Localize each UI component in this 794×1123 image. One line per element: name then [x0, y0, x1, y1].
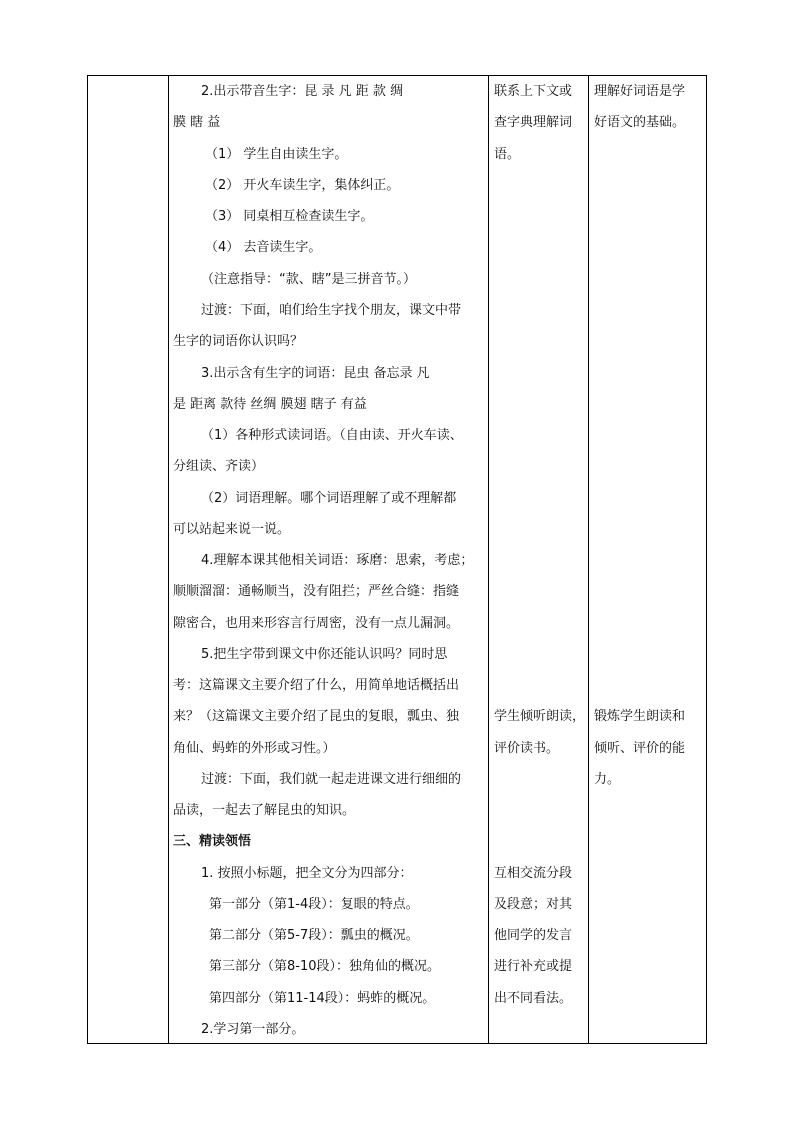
- process-line: （4） 去音读生字。: [205, 240, 322, 255]
- process-line: （2）词语理解。哪个词语理解了或不理解都: [201, 491, 457, 506]
- process-line: 品读，一起去了解昆虫的知识。: [173, 803, 356, 818]
- student-activity-line: 评价读书。: [494, 741, 560, 756]
- process-line: 生字的词语你认识吗？: [173, 334, 304, 349]
- process-line: （注意指导：“款、瞎”是三拼音节。）: [201, 272, 416, 287]
- student-activity-line: 联系上下文或: [494, 84, 573, 99]
- process-line: （1）各种形式读词语。（自由读、开火车读、: [201, 428, 463, 443]
- design-intent-line: 倾听、评价的能: [594, 741, 686, 756]
- process-line: 过渡：下面，咱们给生字找个朋友，课文中带: [201, 303, 462, 318]
- column-divider: [588, 76, 589, 1043]
- process-line: 膜 瞎 益: [173, 115, 221, 130]
- process-line: 第三部分（第8-10段）：独角仙的概况。: [209, 959, 441, 974]
- student-activity-line: 进行补充或提: [494, 959, 573, 974]
- design-intent-line: 好语文的基础。: [594, 115, 686, 130]
- process-line: 第一部分（第1-4段）：复眼的特点。: [209, 897, 419, 912]
- process-line: 第四部分（第11-14段）：蚂蚱的概况。: [209, 991, 436, 1006]
- process-line: 是 距离 款待 丝绸 膜翅 瞎子 有益: [173, 397, 367, 412]
- process-line: 隙密合，也用来形容言行周密，没有一点儿漏洞。: [173, 616, 460, 631]
- section-heading: 三、精读领悟: [173, 834, 252, 849]
- process-line: 顺顺溜溜：通畅顺当，没有阻拦；严丝合缝：指缝: [173, 584, 460, 599]
- student-activity-line: 语。: [494, 147, 521, 162]
- process-line: 角仙、蚂蚱的外形或习性。）: [173, 741, 336, 756]
- student-activity-line: 及段意；对其: [494, 897, 573, 912]
- process-line: 来？（这篇课文主要介绍了昆虫的复眼，瓢虫、独: [173, 709, 460, 724]
- column-divider: [488, 76, 489, 1043]
- process-line: 分组读、齐读）: [173, 459, 265, 474]
- process-line: 5.把生字带到课文中你还能认识吗？同时思: [201, 647, 448, 662]
- process-line: （2） 开火车读生字，集体纠正。: [205, 178, 400, 193]
- student-activity-line: 互相交流分段: [494, 866, 573, 881]
- process-line: 第二部分（第5-7段）：瓢虫的概况。: [209, 928, 419, 943]
- column-divider: [168, 76, 169, 1043]
- student-activity-line: 他同学的发言: [494, 928, 573, 943]
- process-line: 3.出示含有生字的词语：昆虫 备忘录 凡: [201, 366, 430, 381]
- process-line: （3） 同桌相互检查读生字。: [205, 209, 374, 224]
- design-intent-line: 力。: [594, 772, 621, 787]
- process-line: 2.出示带音生字：昆 录 凡 距 款 绸: [201, 84, 404, 99]
- process-line: 考：这篇课文主要介绍了什么，用简单地话概括出: [173, 678, 460, 693]
- process-line: 可以站起来说一说。: [173, 522, 291, 537]
- process-line: （1） 学生自由读生字。: [205, 147, 348, 162]
- student-activity-line: 出不同看法。: [494, 991, 573, 1006]
- process-line: 2.学习第一部分。: [201, 1022, 305, 1037]
- process-line: 4.理解本课其他相关词语：琢磨：思索，考虑；: [201, 553, 474, 568]
- student-activity-line: 学生倾听朗读，: [494, 709, 586, 724]
- student-activity-line: 查字典理解词: [494, 115, 573, 130]
- design-intent-line: 理解好词语是学: [594, 84, 686, 99]
- design-intent-line: 锻炼学生朗读和: [594, 709, 686, 724]
- process-line: 1. 按照小标题，把全文分为四部分：: [201, 866, 413, 881]
- process-line: 过渡：下面，我们就一起走进课文进行细细的: [201, 772, 462, 787]
